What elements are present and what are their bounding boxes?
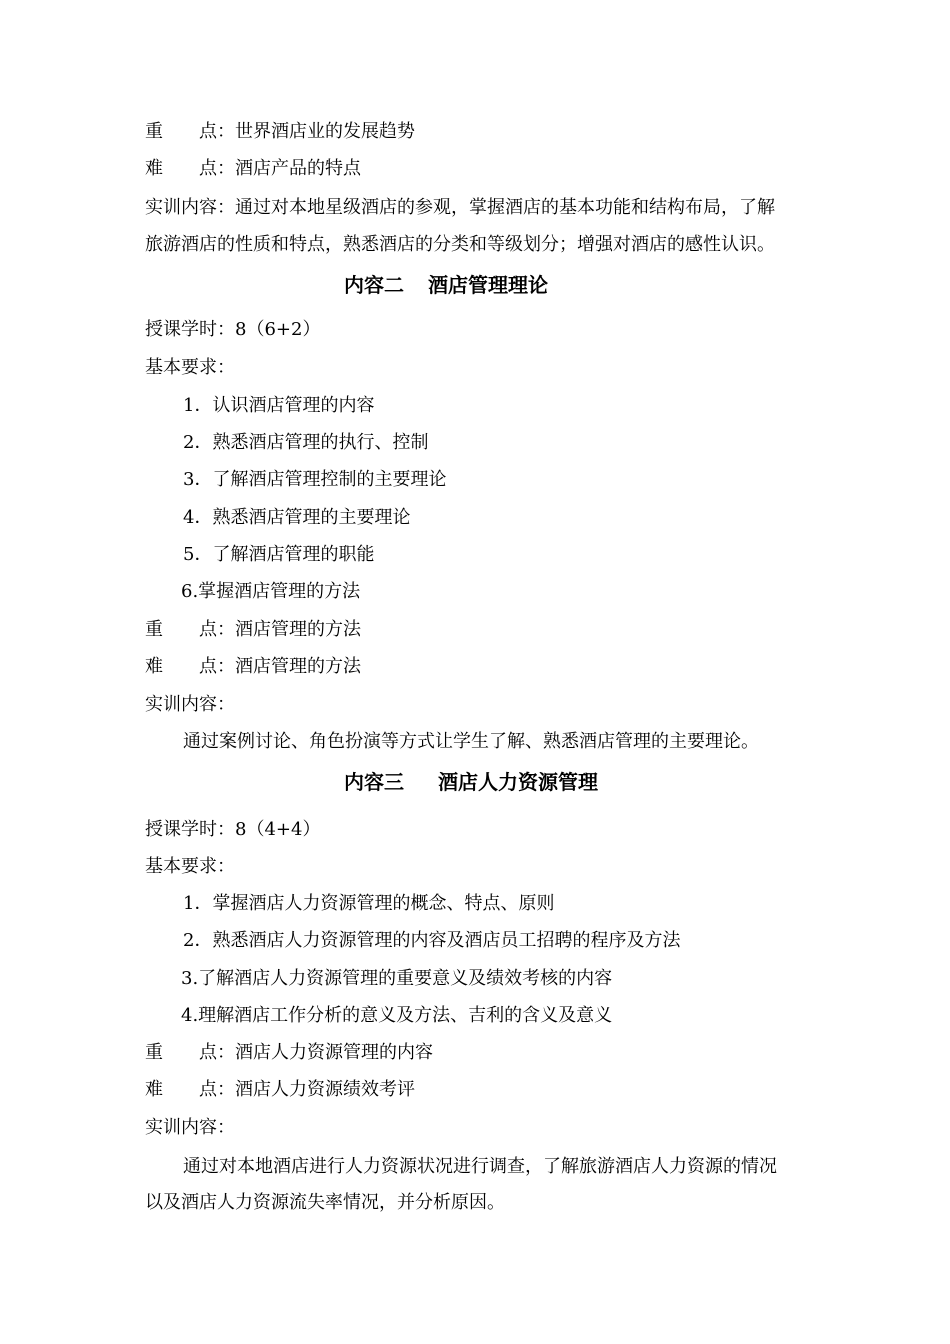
training-line-2: 旅游酒店的性质和特点，熟悉酒店的分类和等级划分；增强对酒店的感性认识。 [145,234,775,255]
focus-text: 酒店管理的方法 [235,619,361,640]
focus-text: 世界酒店业的发展趋势 [235,121,415,142]
training-label: 实训内容： [145,694,235,715]
requirements-label: 基本要求： [145,357,235,378]
section-title: 酒店管理理论 [428,273,548,297]
difficulty-line [145,157,361,181]
difficulty-text: 酒店人力资源绩效考评 [235,1079,415,1100]
training-line-1: 实训内容：通过对本地星级酒店的参观，掌握酒店的基本功能和结构布局，了解 [145,197,775,218]
difficulty-text: 酒店管理的方法 [235,656,361,677]
focus-line [145,618,361,642]
difficulty-label: 难 点： [145,158,235,179]
section-heading [344,769,598,795]
difficulty-text: 酒店产品的特点 [235,158,361,179]
section-title: 酒店人力资源管理 [438,770,598,794]
focus-text: 酒店人力资源管理的内容 [235,1042,433,1063]
requirement-item: 5．了解酒店管理的职能 [183,544,375,565]
requirement-item: 3.了解酒店人力资源管理的重要意义及绩效考核的内容 [181,968,613,989]
requirement-item: 6.掌握酒店管理的方法 [181,581,361,602]
requirement-item: 2．熟悉酒店人力资源管理的内容及酒店员工招聘的程序及方法 [183,930,681,951]
teaching-hours: 授课学时：8（6+2） [145,319,321,340]
requirement-item: 2．熟悉酒店管理的执行、控制 [183,432,429,453]
training-line-1: 通过对本地酒店进行人力资源状况进行调查，了解旅游酒店人力资源的情况 [183,1156,777,1177]
focus-label: 重 点： [145,619,235,640]
focus-line [145,120,415,144]
difficulty-label: 难 点： [145,1079,235,1100]
section-heading [344,272,548,298]
requirement-item: 4．熟悉酒店管理的主要理论 [183,507,411,528]
training-text: 通过案例讨论、角色扮演等方式让学生了解、熟悉酒店管理的主要理论。 [183,731,759,752]
teaching-hours: 授课学时：8（4+4） [145,819,321,840]
requirements-label: 基本要求： [145,856,235,877]
requirement-item: 4.理解酒店工作分析的意义及方法、吉利的含义及意义 [181,1005,613,1026]
difficulty-line [145,1078,415,1102]
requirement-item: 3．了解酒店管理控制的主要理论 [183,469,447,490]
requirement-item: 1．掌握酒店人力资源管理的概念、特点、原则 [183,893,555,914]
training-label: 实训内容： [145,1117,235,1138]
difficulty-label: 难 点： [145,656,235,677]
focus-label: 重 点： [145,121,235,142]
training-line-2: 以及酒店人力资源流失率情况，并分析原因。 [145,1192,505,1213]
section-number: 内容三 [344,770,404,794]
requirement-item: 1．认识酒店管理的内容 [183,395,375,416]
focus-line [145,1041,433,1065]
focus-label: 重 点： [145,1042,235,1063]
difficulty-line [145,655,361,679]
section-number: 内容二 [344,273,404,297]
